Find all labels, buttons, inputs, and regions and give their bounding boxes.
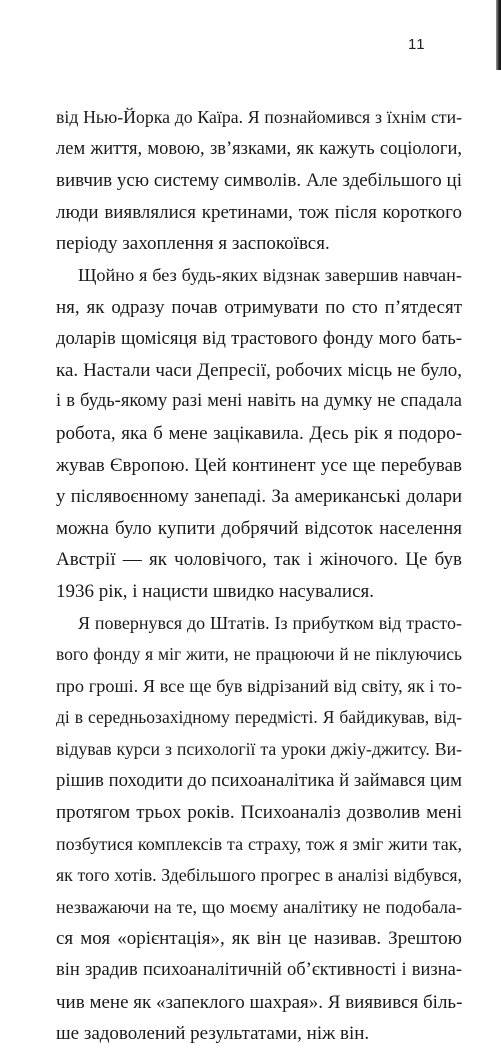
text-line: лем життя, мовою, зв’язками, як кажуть соціологи, — [56, 138, 462, 159]
text-line: Австрії — як чоловічого, так і жіночого. Це був — [56, 549, 462, 571]
text-line: Щойно я без будь-яких відзнак завершив навчан- — [78, 264, 462, 285]
text-line: можна було купити добрячий відсоток населення — [56, 517, 462, 539]
text-line: ді в середньозахідному передмісті. Я байдикував, від- — [56, 707, 462, 728]
text-line: відував курси з психології та уроки джіу-джитсу. Ви- — [56, 738, 462, 759]
text-line: ше задоволений результатами, ніж він. — [56, 1023, 370, 1045]
text-line: позбутися комплексів та страху, тож я зміг жити так, — [56, 833, 462, 854]
body-text — [56, 102, 462, 1050]
text-line: вивчив усю систему символів. Але здебільшого ці — [56, 170, 462, 192]
text-line: ся моя «орієнтація», як він це називав. Зрештою — [56, 928, 462, 950]
text-line: він зрадив психоаналітичній об’єктивності і визна- — [56, 960, 462, 981]
text-line: чив мене як «запеклого шахрая». Я виявився біль- — [56, 991, 463, 1013]
text-line: і в будь-якому разі мені навіть на думку не спадала — [56, 391, 462, 412]
text-line: Я повернувся до Штатів. Із прибутком від трасто- — [78, 612, 462, 633]
text-line: ня, як одразу почав отримувати по сто п’ятдесят — [56, 296, 462, 318]
text-line: протягом трьох років. Психоаналіз дозволив мені — [56, 802, 462, 824]
text-line: 1936 рік, і нацисти швидко насувалися. — [56, 580, 375, 602]
text-line: як того хотів. Здебільшого прогрес в аналізі відбувся, — [56, 865, 462, 886]
text-line: про гроші. Я все ще був відрізаний від світу, як і то- — [56, 675, 462, 696]
page-number: 11 — [408, 36, 426, 53]
text-line: рішив походити до психоаналітика й займався цим — [56, 770, 462, 792]
text-line: вого фонду я міг жити, не працюючи й не піклуючись — [56, 644, 462, 665]
text-line: доларів щомісяця від трастового фонду мого бать- — [56, 328, 462, 350]
text-line: ка. Настали часи Депресії, робочих місць не було, — [56, 359, 462, 381]
page-spine-edge — [496, 0, 501, 70]
text-line: незважаючи на те, що моєму аналітику не подобала- — [56, 896, 462, 917]
text-line: від Нью-Йорка до Каїра. Я познайомився з їхнім сти- — [56, 107, 462, 127]
text-line: жував Європою. Цей континент усе ще перебував — [56, 454, 462, 476]
text-line: у післявоєнному занепаді. За американські долари — [56, 486, 462, 508]
text-line: періоду захоплення я заспокоївся. — [56, 233, 330, 255]
text-line: робота, яка б мене зацікавила. Десь рік я подоро- — [56, 422, 462, 444]
text-line: люди виявлялися кретинами, тож після короткого — [56, 201, 462, 223]
